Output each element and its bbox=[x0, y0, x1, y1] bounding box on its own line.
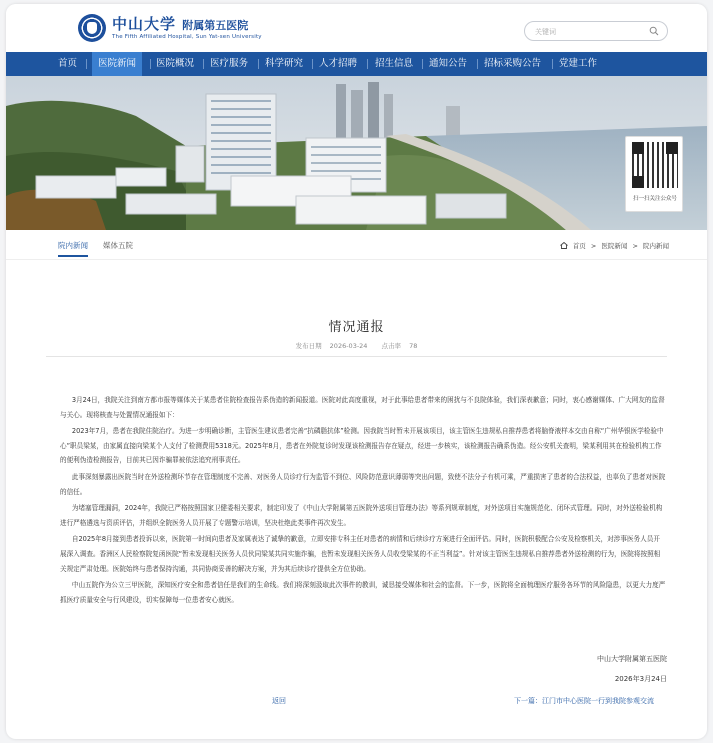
nav-separator bbox=[367, 59, 368, 69]
nav-item-procurement[interactable]: 招标采购公告 bbox=[484, 58, 542, 69]
article-title: 情况通报 bbox=[328, 320, 385, 335]
clicks-label: 点击率 bbox=[381, 342, 402, 350]
site-header bbox=[6, 4, 707, 50]
article-paragraph: 为堵塞管理漏洞，2024年，我院已严格按照国家卫健委相关要求，制定印发了《中山大学附属第五医院外送项目管理办法》等系列规章制度，对外送项目实施规范化、闭环式管理。同时，对外送检验机构进行严格遴选与资质评估，并组织全院医务人员开展了专题警示培训，坚决杜绝此类事件再次发生。 bbox=[60, 504, 663, 527]
section-subbar bbox=[6, 230, 707, 260]
breadcrumb-campus-news[interactable]: 院内新闻 bbox=[643, 242, 669, 250]
next-article-prefix: 下一篇： bbox=[514, 697, 542, 705]
qr-code-icon[interactable] bbox=[632, 142, 678, 188]
nav-item-research[interactable]: 科学研究 bbox=[265, 58, 304, 69]
nav-separator bbox=[552, 59, 553, 69]
logo-title: 中山大学 bbox=[112, 15, 177, 33]
qr-code-panel bbox=[625, 136, 683, 212]
hospital-seal-icon[interactable] bbox=[78, 14, 106, 42]
main-nav bbox=[6, 52, 707, 76]
publish-date: 2026-03-24 bbox=[329, 342, 368, 350]
breadcrumb-hospital-news[interactable]: 医院新闻 bbox=[601, 242, 628, 250]
article-paragraph: 自2025年8月接到患者投诉以来，医院第一时间向患者及家属表达了诚挚的歉意，立即安排专科主任对患者的病情和后续诊疗方案进行全面评估。同时，医院积极配合公安及检察机关，对涉事医务人员开展深入调查。香洲区人民检察院复函医院“暂未发现相关医务人员伙同梁某共同实施诈骗，也暂未发现相关医务人员收受梁某的不正当利益”。针对该主管医生违规私自推荐患者外送检测的行为，医院将按照相关规定严肃处理。医院始终与患者保持沟通，共同协商妥善的解决方案，并为其后续诊疗提供全方位协助。 bbox=[60, 535, 661, 573]
tab-media-coverage[interactable]: 媒体五院 bbox=[103, 241, 133, 250]
search-icon[interactable] bbox=[649, 26, 659, 36]
logo-subtitle: 附属第五医院 bbox=[182, 19, 249, 32]
article-paragraph: 3月24日，我院关注到南方都市报等媒体关于某患者住院检查报告系伪造的新闻报道。医院对此高度重视，对于此事给患者带来的困扰与不良院体验，我们深表歉意；同时，衷心感谢媒体、广大网友的监督与关心。现将核查与处置情况通报如下： bbox=[60, 396, 665, 419]
article-paragraph: 中山五院作为公立三甲医院，深知医疗安全和患者信任是我们的生命线。我们将深刻汲取此次事件的教训，诚恳接受媒体和社会的监督。下一步，医院将全面梳理医疗服务各环节的风险隐患，以更大力度严抓医疗质量安全与行风建设，切实保障每一位患者安心就医。 bbox=[60, 581, 666, 604]
nav-item-party-building[interactable]: 党建工作 bbox=[559, 58, 598, 69]
breadcrumb-separator: > bbox=[632, 242, 638, 250]
nav-separator bbox=[312, 59, 313, 69]
article-meta bbox=[6, 341, 707, 350]
article-body bbox=[60, 393, 666, 609]
search-box bbox=[524, 21, 668, 41]
site-logo[interactable] bbox=[112, 13, 248, 34]
nav-item-recruitment[interactable]: 人才招聘 bbox=[319, 58, 358, 69]
nav-item-hospital-news[interactable]: 医院新闻 bbox=[92, 52, 142, 76]
nav-separator bbox=[86, 59, 87, 69]
nav-separator bbox=[477, 59, 478, 69]
back-link[interactable]: 返回 bbox=[272, 697, 286, 705]
nav-separator bbox=[258, 59, 259, 69]
nav-item-medical-services[interactable]: 医疗服务 bbox=[210, 58, 249, 69]
nav-separator bbox=[203, 59, 204, 69]
title-divider bbox=[46, 356, 667, 357]
hero-banner bbox=[6, 76, 707, 230]
article-paragraph: 此事深刻暴露出医院当时在外送检测环节存在管理制度不完善、对医务人员诊疗行为监管不到位、风险防范意识薄弱等突出问题，致使不法分子有机可乘，严重损害了患者的合法权益，也辜负了患者对医院的信任。 bbox=[60, 472, 666, 496]
next-article-title: 江门市中心医院一行到我院参观交流 bbox=[542, 697, 654, 705]
search-input[interactable] bbox=[535, 25, 645, 38]
qr-code-label: 扫一扫关注公众号 bbox=[632, 196, 677, 202]
breadcrumb bbox=[560, 241, 669, 250]
nav-item-overview[interactable]: 医院概况 bbox=[156, 58, 195, 69]
breadcrumb-home[interactable]: 首页 bbox=[572, 242, 586, 250]
page-frame bbox=[6, 4, 707, 739]
nav-separator bbox=[422, 59, 423, 69]
article-signature: 中山大学附属第五医院 bbox=[597, 655, 667, 663]
publish-label: 发布日期 bbox=[295, 342, 322, 350]
article-paragraph: 2023年7月，患者在我院住院治疗。为进一步明确诊断，主管医生建议患者完善“抗磷脂抗体”检测。因我院当时暂未开展该项目，该主管医生违规私自推荐患者将脑脊液样本交由自称“广州华银医学检验中心”职员梁某，由家属直接向梁某个人支付了检测费用5318元。2025年8月，患者在外院复诊时发现该检测报告存在疑点，经进一步核实，该检测报告确系伪造。经公安机关查明，梁某利用其在检验机构工作的便利伪造检测报告，目前其已因诈骗罪被依法追究刑事责任。 bbox=[60, 427, 664, 465]
click-count: 78 bbox=[409, 342, 418, 350]
hospital-campus-image bbox=[6, 76, 707, 230]
logo-english: The Fifth Affiliated Hospital, Sun Yat-sen University bbox=[112, 34, 262, 40]
home-icon bbox=[560, 242, 568, 249]
nav-item-home[interactable]: 首页 bbox=[58, 58, 78, 69]
nav-item-notices[interactable]: 通知公告 bbox=[429, 58, 468, 69]
tab-campus-news[interactable]: 院内新闻 bbox=[58, 240, 88, 257]
next-article-link[interactable] bbox=[514, 696, 654, 706]
nav-item-admissions[interactable]: 招生信息 bbox=[375, 58, 414, 69]
breadcrumb-separator: > bbox=[590, 242, 597, 250]
nav-separator bbox=[150, 59, 151, 69]
article-date: 2026年3月24日 bbox=[614, 675, 667, 683]
